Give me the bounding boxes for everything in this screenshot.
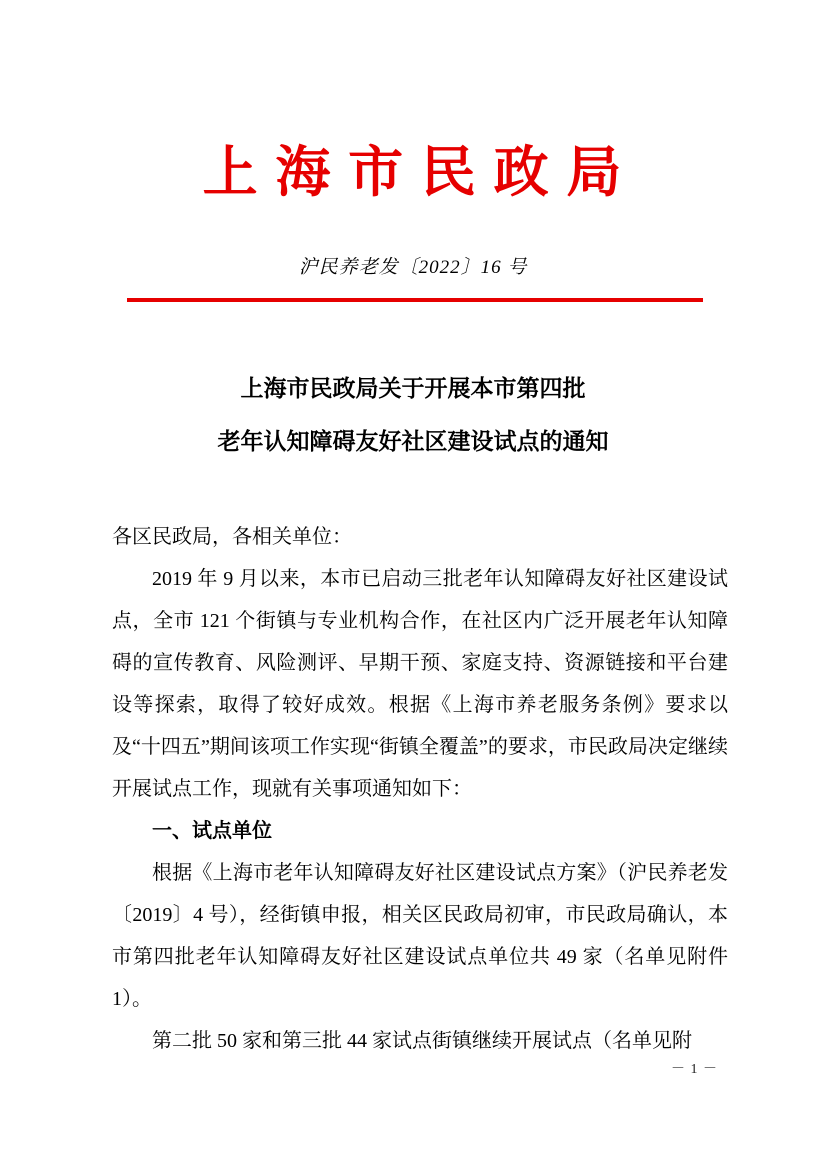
- body-paragraph: 2019 年 9 月以来，本市已启动三批老年认知障碍友好社区建设试点，全市 121 个街镇与专业机构合作，在社区内广泛开展老年认知障碍的宣传教育、风险测评、早期干预、家庭支持、资源链接和平台建设等探索，取得了较好成效。根据《上海市养老服务条例》要求以及“十四五”期间该项工作实现“街镇全覆盖”的要求，市民政局决定继续开展试点工作，现就有关事项通知如下：: [112, 568, 728, 800]
- doc-number: 沪民养老发〔2022〕16 号: [298, 257, 528, 278]
- page-number: － 1 －: [671, 1062, 718, 1077]
- body-paragraph: 根据《上海市老年认知障碍友好社区建设试点方案》（沪民养老发〔2019〕4 号），经街镇申报，相关区民政局初审，市民政局确认，本市第四批老年认知障碍友好社区建设试点单位共 49 家（名单见附件 1）。: [112, 862, 728, 1010]
- org-title: 上 海 市 民 政 局: [202, 142, 624, 203]
- doc-title: [0, 362, 826, 468]
- body-paragraph: 第二批 50 家和第三批 44 家试点街镇继续开展试点（名单见附: [152, 1030, 692, 1052]
- doc-title-line2: 老年认知障碍友好社区建设试点的通知: [217, 428, 609, 454]
- section-heading: 一、试点单位: [152, 820, 272, 842]
- doc-title-line1: 上海市民政局关于开展本市第四批: [240, 375, 586, 401]
- red-divider-line: [127, 298, 703, 302]
- salutation-line: 各区民政局，各相关单位：: [112, 526, 352, 548]
- document-body: [112, 516, 728, 1062]
